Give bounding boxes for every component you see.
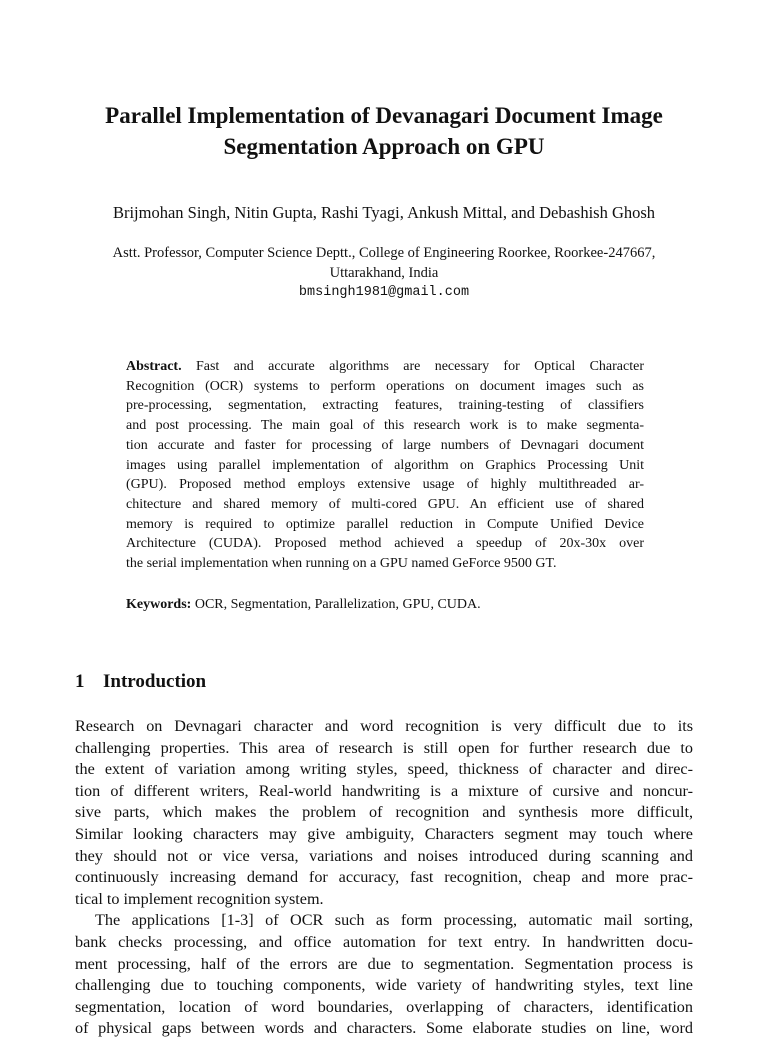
abstract-line: (GPU). Proposed method employs extensive usage of highly multithreaded ar-: [126, 477, 644, 493]
body-line: Research on Devnagari character and word recognition is very difficult due to its: [75, 717, 693, 735]
keywords-text: OCR, Segmentation, Parallelization, GPU, CUDA.: [194, 597, 481, 612]
abstract-line: Recognition (OCR) systems to perform operations on document images such as: [126, 378, 644, 394]
body-line: segmentation, location of word boundaries, overlapping of characters, identification: [75, 997, 693, 1016]
title-line: Segmentation Approach on GPU: [223, 134, 545, 159]
author-affiliation: [40, 243, 728, 283]
keywords-block: [126, 595, 644, 615]
body-line: Similar looking characters may give ambiguity, Characters segment may touch where: [75, 824, 693, 843]
section-title: Introduction: [103, 671, 207, 692]
title-line: Parallel Implementation of Devanagari Document Image: [105, 103, 663, 128]
body-line: continuously increasing demand for accuracy, fast recognition, cheap and more prac-: [75, 868, 693, 887]
abstract-line: images using parallel implementation of algorithm on Graphics Processing Unit: [126, 457, 644, 473]
affiliation-line: Astt. Professor, Computer Science Deptt., College of Engineering Roorkee, Roorkee-247667,: [112, 245, 656, 261]
abstract-line: [126, 357, 644, 377]
body-line: challenging due to touching components, wide variety of handwriting styles, text line: [75, 976, 693, 995]
abstract-line: chitecture and shared memory of multi-cored GPU. An efficient use of shared: [126, 496, 644, 512]
section-number: 1: [75, 671, 85, 692]
abstract-text: Fast and accurate algorithms are necessary for Optical Character: [195, 359, 645, 374]
body-line: sive parts, which makes the problem of recognition and synthesis more difficult,: [75, 803, 693, 822]
abstract-line: the serial implementation when running on a GPU named GeForce 9500 GT.: [126, 556, 557, 572]
abstract-line: Architecture (CUDA). Proposed method achieved a speedup of 20x-30x over: [126, 536, 644, 552]
body-line: tion of different writers, Real-world handwriting is a mixture of cursive and noncur-: [75, 781, 693, 800]
abstract-line: tion accurate and faster for processing of large numbers of Devnagari document: [126, 437, 644, 453]
body-line: bank checks processing, and office automation for text entry. In handwritten docu-: [75, 932, 693, 951]
keywords-label: Keywords:: [126, 597, 192, 612]
abstract-line: memory is required to optimize parallel reduction in Compute Unified Device: [126, 516, 644, 532]
abstract-line: and post processing. The main goal of this research work is to make segmenta-: [126, 418, 644, 434]
paper-title: [40, 100, 728, 162]
abstract-line: pre-processing, segmentation, extracting features, training-testing of classifiers: [126, 398, 644, 414]
body-line: challenging properties. This area of research is still open for further research due to: [75, 738, 693, 757]
author-list: Brijmohan Singh, Nitin Gupta, Rashi Tyagi, Ankush Mittal, and Debashish Ghosh: [112, 203, 656, 222]
affiliation-line: Uttarakhand, India: [329, 265, 439, 281]
body-line: The applications [1-3] of OCR such as form processing, automatic mail sorting,: [95, 911, 693, 930]
author-email: bmsingh1981@gmail.com: [298, 285, 470, 300]
body-line: the extent of variation among writing styles, speed, thickness of character and direc-: [75, 760, 693, 779]
abstract-block: [126, 357, 644, 574]
body-line: ment processing, half of the errors are due to segmentation. Segmentation process is: [75, 954, 693, 973]
section-heading: [75, 670, 206, 694]
section-body: [75, 716, 693, 1040]
body-line: tical to implement recognition system.: [75, 889, 324, 908]
body-line: they should not or vice versa, variations and noises introduced during scanning and: [75, 846, 693, 865]
body-line: of physical gaps between words and characters. Some elaborate studies on line, word: [75, 1019, 693, 1038]
abstract-label: Abstract.: [126, 359, 182, 374]
